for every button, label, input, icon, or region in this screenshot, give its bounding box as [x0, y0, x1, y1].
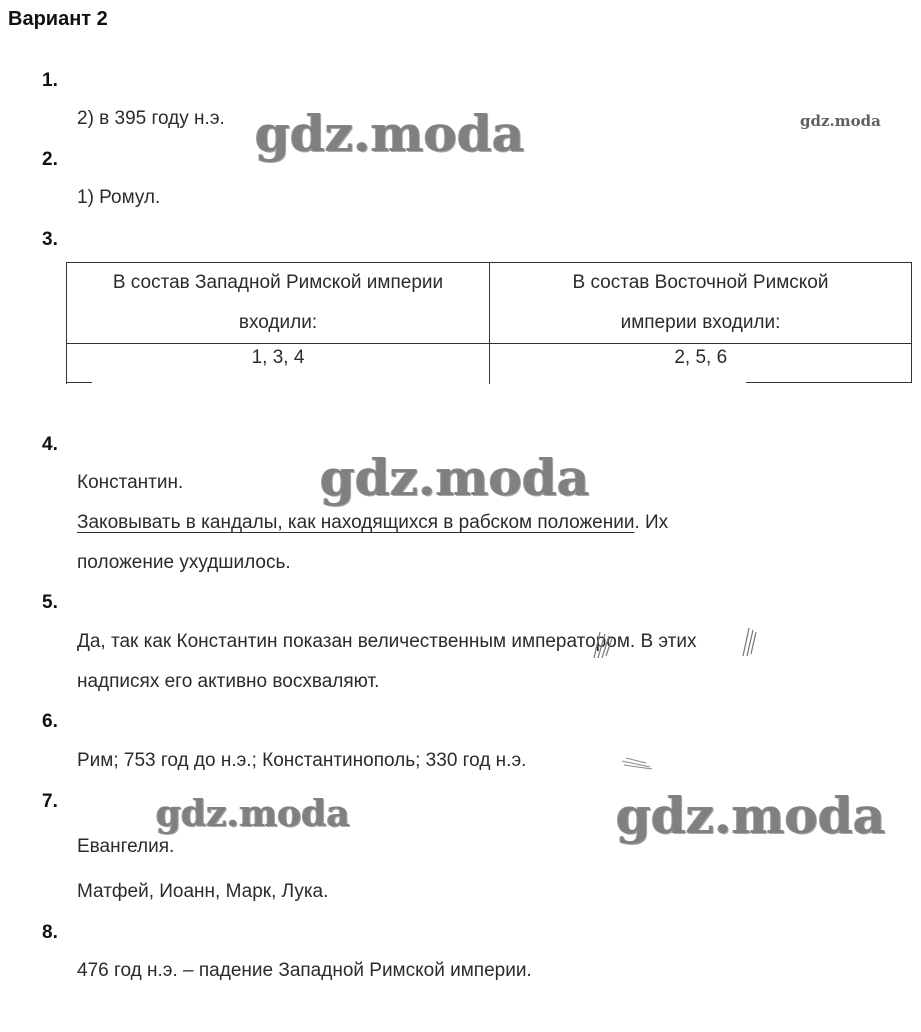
- answer-6-line-1: Рим; 753 год до н.э.; Константинополь; 330 год н.э.: [77, 750, 527, 771]
- answer-4-line-2: [77, 512, 668, 534]
- question-number-6: 6.: [42, 711, 58, 732]
- answer-5-line-2: надписях его активно восхваляют.: [77, 671, 380, 692]
- answer-5-line-1: Да, так как Константин показан величественным императором. В этих: [77, 631, 697, 652]
- answer-4-line-3: положение ухудшилось.: [77, 552, 291, 573]
- question-number-7: 7.: [42, 791, 58, 812]
- scribble-mark: [620, 755, 654, 771]
- table-value-row: [67, 344, 912, 385]
- page-title: Вариант 2: [8, 8, 108, 30]
- answer-4-line-1: Константин.: [77, 472, 184, 493]
- answer-7-line-1: Евангелия.: [77, 836, 175, 857]
- answer-4-underlined-text: Заковывать в кандалы, как находящихся в рабском положении: [77, 512, 635, 533]
- table-header-east-line-2: империи входили:: [620, 312, 781, 333]
- table-header-west-line-2: входили:: [238, 312, 318, 333]
- watermark-logo: gdz.moda: [255, 104, 525, 163]
- answer-2-line-1: 1) Ромул.: [77, 187, 161, 208]
- watermark-logo: gdz.moda: [616, 786, 886, 845]
- table-bottom-border-left: [66, 382, 92, 383]
- answer-table: [66, 262, 912, 384]
- question-number-4: 4.: [42, 434, 58, 455]
- question-number-8: 8.: [42, 922, 58, 943]
- answer-1-line-1: 2) в 395 году н.э.: [77, 108, 225, 129]
- scribble-mark: [590, 628, 620, 662]
- table-right-border: [911, 342, 912, 383]
- question-number-3: 3.: [42, 229, 58, 250]
- scribble-mark: [740, 624, 760, 660]
- table-header-east-line-1: В состав Восточной Римской: [572, 272, 829, 293]
- table-value-east: 2, 5, 6: [490, 344, 912, 385]
- answer-7-line-2: Матфей, Иоанн, Марк, Лука.: [77, 881, 329, 902]
- answer-8-line-1: 476 год н.э. – падение Западной Римской империи.: [77, 960, 532, 981]
- table-value-west: 1, 3, 4: [67, 344, 490, 385]
- table-header-row: [67, 263, 912, 344]
- table-header-west: [67, 263, 490, 344]
- answer-4-line-2-tail: . Их: [634, 512, 669, 533]
- table-header-west-line-1: В состав Западной Римской империи: [112, 272, 444, 293]
- table-header-east: [490, 263, 912, 344]
- question-number-1: 1.: [42, 70, 58, 91]
- table-bottom-border-right: [746, 382, 912, 383]
- question-number-2: 2.: [42, 149, 58, 170]
- question-number-5: 5.: [42, 592, 58, 613]
- watermark-logo: gdz.moda: [320, 448, 590, 507]
- watermark-logo: gdz.moda: [800, 112, 881, 130]
- watermark-logo: gdz.moda: [156, 793, 350, 835]
